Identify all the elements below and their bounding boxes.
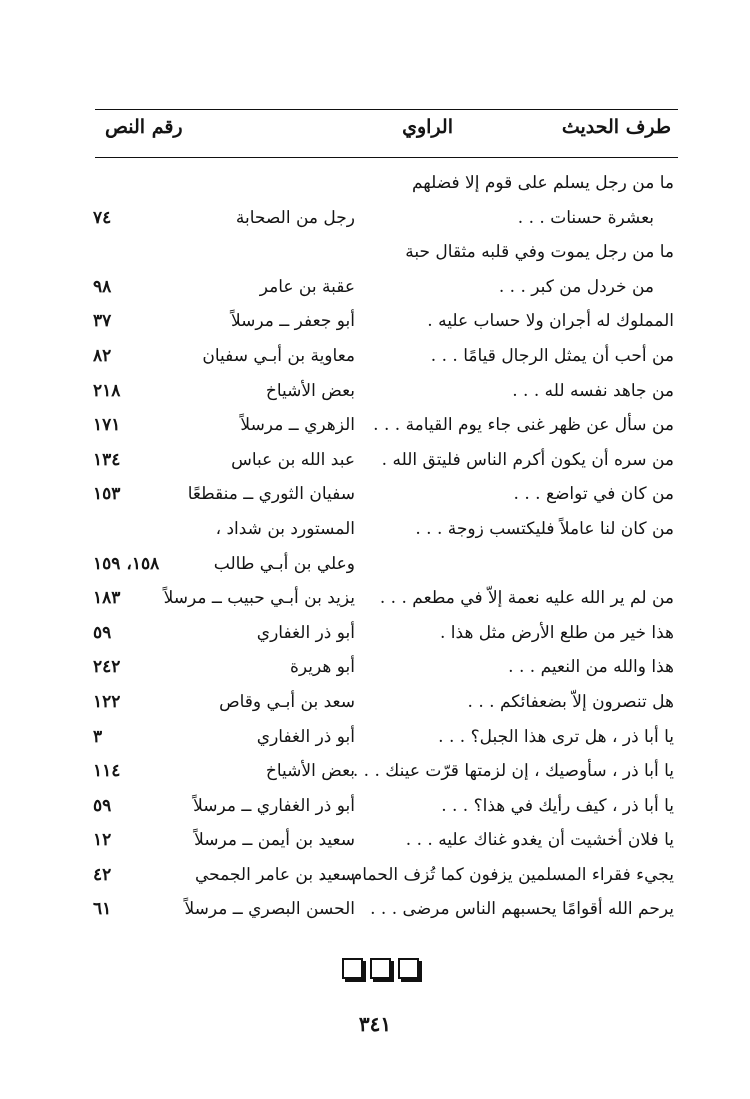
table-row: [0, 167, 750, 202]
hadith-text: يا فلان أخشيت أن يغدو غناك عليه . . .: [405, 830, 674, 851]
text-number: ٩٨: [93, 276, 112, 297]
header-narrator: الراوي: [402, 116, 453, 138]
table-row: [0, 548, 750, 583]
narrator-text: أبو ذر الغفاري: [256, 726, 355, 747]
narrator-text: سعد بن أبـي وقاص: [219, 691, 355, 712]
table-row: [0, 721, 750, 756]
hadith-text: بعشرة حسنات . . .: [517, 207, 654, 228]
text-number: ٧٤: [93, 207, 112, 228]
table-row: [0, 651, 750, 686]
table-row: [0, 271, 750, 306]
hadith-text: يا أبا ذر ، سأوصيك ، إن لزمتها قرّت عينك . . .: [352, 761, 674, 782]
hadith-text: من جاهد نفسه لله . . .: [512, 380, 674, 401]
header-rule: [95, 157, 678, 158]
narrator-text: الحسن البصري ــ مرسلاً: [184, 899, 355, 920]
text-number: ١٢: [93, 830, 112, 851]
text-number: ٥٩: [93, 795, 112, 816]
hadith-text: من خردل من كبر . . .: [498, 276, 654, 297]
table-row: [0, 375, 750, 410]
text-number: ١١٤: [93, 761, 121, 782]
hadith-text: يا أبا ذر ، كيف رأيك في هذا؟ . . .: [441, 795, 674, 816]
text-number: ١٥٣: [93, 484, 121, 505]
narrator-text: أبو جعفر ــ مرسلاً: [231, 311, 355, 332]
hadith-text: ما من رجل يموت وفي قلبه مثقال حبة: [405, 242, 674, 263]
table-header: [95, 112, 678, 144]
index-table: [0, 167, 750, 928]
narrator-text: أبو ذر الغفاري: [256, 622, 355, 643]
narrator-text: سعيد بن أيمن ــ مرسلاً: [194, 830, 355, 851]
narrator-text: معاوية بن أبـي سفيان: [202, 345, 355, 366]
page-number: ٣٤١: [358, 1012, 392, 1036]
header-hadith: طرف الحديث: [561, 116, 671, 138]
narrator-text: سعيد بن عامر الجمحي: [194, 864, 355, 885]
table-row: [0, 409, 750, 444]
narrator-text: المستورد بن شداد ،: [215, 518, 355, 539]
table-row: [0, 755, 750, 790]
table-row: [0, 444, 750, 479]
hadith-text: يرحم الله أقوامًا يحسبهم الناس مرضى . . .: [370, 899, 674, 920]
narrator-text: عبد الله بن عباس: [231, 449, 355, 470]
top-rule: [95, 109, 678, 110]
text-number: ٣: [93, 726, 103, 747]
hadith-text: من كان في تواضع . . .: [513, 484, 674, 505]
narrator-text: بعض الأشياخ: [265, 380, 355, 401]
text-number: ٦١: [93, 899, 112, 920]
narrator-text: أبو ذر الغفاري ــ مرسلاً: [193, 795, 355, 816]
table-row: [0, 686, 750, 721]
hadith-text: المملوك له أجران ولا حساب عليه .: [427, 311, 674, 332]
hadith-text: هذا خير من طلع الأرض مثل هذا .: [439, 622, 674, 643]
text-number: ١٢٢: [93, 691, 121, 712]
table-row: [0, 859, 750, 894]
table-row: [0, 617, 750, 652]
text-number: ١٧١: [93, 415, 121, 436]
narrator-text: عقبة بن عامر: [259, 276, 355, 297]
hadith-text: هل تنصرون إلاّ بضعفائكم . . .: [467, 691, 674, 712]
hadith-text: من كان لنا عاملاً فليكتسب زوجة . . .: [415, 518, 674, 539]
header-number: رقم النص: [105, 116, 183, 138]
text-number: ٤٢: [93, 864, 112, 885]
ornament-box: [342, 958, 363, 979]
narrator-text: يزيد بن أبـي حبيب ــ مرسلاً: [163, 588, 355, 609]
narrator-text: رجل من الصحابة: [235, 207, 355, 228]
narrator-text: أبو هريرة: [289, 657, 355, 678]
text-number: ٨٢: [93, 345, 112, 366]
text-number: ٢٤٢: [93, 657, 121, 678]
narrator-text: الزهري ــ مرسلاً: [240, 415, 355, 436]
table-row: [0, 893, 750, 928]
table-row: [0, 202, 750, 237]
narrator-text: بعض الأشياخ: [265, 761, 355, 782]
text-number: ١٥٨، ١٥٩: [93, 553, 160, 574]
table-row: [0, 305, 750, 340]
text-number: ١٨٣: [93, 588, 121, 609]
narrator-text: سفيان الثوري ــ منقطعًا: [187, 484, 355, 505]
table-row: [0, 340, 750, 375]
table-row: [0, 790, 750, 825]
text-number: ٥٩: [93, 622, 112, 643]
ornament-box: [370, 958, 391, 979]
section-end-ornament: [342, 958, 419, 979]
table-row: [0, 824, 750, 859]
text-number: ١٣٤: [93, 449, 121, 470]
hadith-text: من سره أن يكون أكرم الناس فليتق الله .: [381, 449, 674, 470]
hadith-text: ما من رجل يسلم على قوم إلا فضلهم: [411, 173, 674, 193]
hadith-text: من أحب أن يمثل الرجال قيامًا . . .: [430, 345, 674, 366]
text-number: ٢١٨: [93, 380, 121, 401]
hadith-text: يجيء فقراء المسلمين يزفون كما تُزف الحمام . . .: [319, 864, 674, 885]
table-row: [0, 478, 750, 513]
table-row: [0, 513, 750, 548]
narrator-text: وعلي بن أبـي طالب: [213, 553, 355, 574]
hadith-text: هذا والله من النعيم . . .: [508, 657, 674, 678]
hadith-text: يا أبا ذر ، هل ترى هذا الجبل؟ . . .: [438, 726, 674, 747]
text-number: ٣٧: [93, 311, 112, 332]
table-row: [0, 582, 750, 617]
ornament-box: [398, 958, 419, 979]
table-row: [0, 236, 750, 271]
hadith-text: من سأل عن ظهر غنى جاء يوم القيامة . . .: [373, 415, 674, 436]
hadith-text: من لم ير الله عليه نعمة إلاّ في مطعم . . .: [379, 588, 674, 609]
